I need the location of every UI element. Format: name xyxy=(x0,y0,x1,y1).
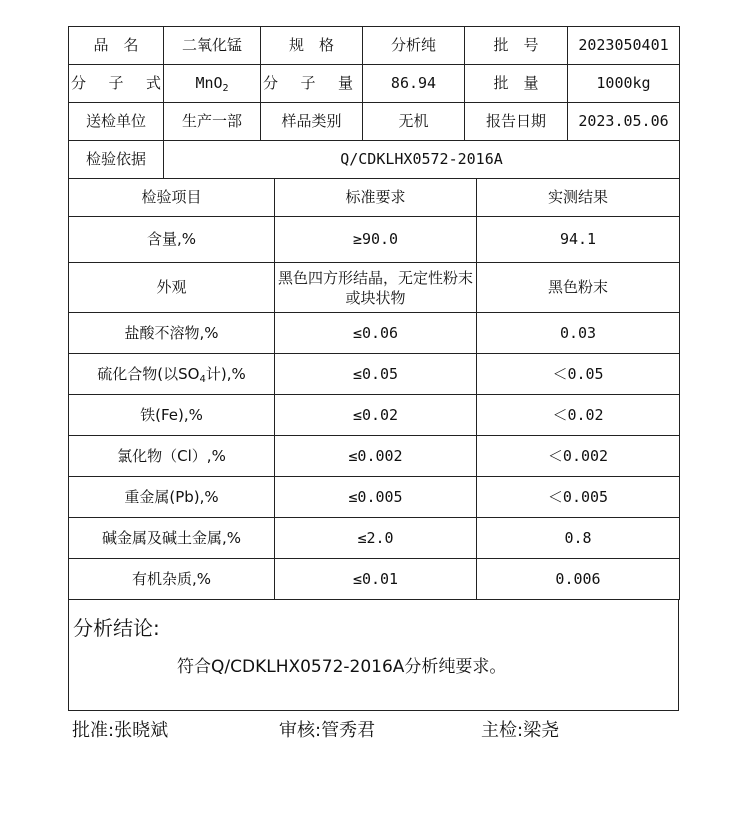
formula-label-text: 分子式 xyxy=(71,74,184,92)
mw-value: 86.94 xyxy=(363,65,465,103)
header-row-1 xyxy=(69,27,680,65)
dept-label: 送检单位 xyxy=(69,103,164,141)
date-label: 报告日期 xyxy=(465,103,568,141)
results-table xyxy=(68,178,680,600)
qty-label: 批 量 xyxy=(465,65,568,103)
mw-label-text: 分子量 xyxy=(263,74,376,92)
result-cell: ＜0.005 xyxy=(477,477,680,518)
conclusion-text: 符合Q/CDKLHX0572-2016A分析纯要求。 xyxy=(177,657,507,677)
table-row xyxy=(69,559,680,600)
inspection-report xyxy=(68,26,679,711)
standard-cell: ≥90.0 xyxy=(275,217,477,263)
item-subscript: 4 xyxy=(199,373,206,385)
item-cell: 重金属(Pb),% xyxy=(69,477,275,518)
col-standard-header: 标准要求 xyxy=(275,179,477,217)
product-value: 二氧化锰 xyxy=(164,27,261,65)
item-text-pre: 硫化合物(以SO xyxy=(97,364,200,383)
result-cell: ＜0.02 xyxy=(477,395,680,436)
table-row xyxy=(69,217,680,263)
standard-cell: ≤2.0 xyxy=(275,518,477,559)
item-cell: 有机杂质,% xyxy=(69,559,275,600)
basis-label: 检验依据 xyxy=(69,141,164,179)
header-row-4 xyxy=(69,141,680,179)
standard-cell: ≤0.01 xyxy=(275,559,477,600)
dept-value: 生产一部 xyxy=(164,103,261,141)
formula-subscript: 2 xyxy=(222,83,229,94)
table-row xyxy=(69,477,680,518)
date-value: 2023.05.06 xyxy=(568,103,680,141)
table-row xyxy=(69,395,680,436)
table-row xyxy=(69,354,680,395)
standard-cell: 黑色四方形结晶，无定性粉末或块状物 xyxy=(275,263,477,313)
standard-cell: ≤0.02 xyxy=(275,395,477,436)
item-cell: 铁(Fe),% xyxy=(69,395,275,436)
col-item-header: 检验项目 xyxy=(69,179,275,217)
basis-value: Q/CDKLHX0572-2016A xyxy=(164,141,680,179)
item-cell: 外观 xyxy=(69,263,275,313)
table-row xyxy=(69,518,680,559)
item-cell xyxy=(69,354,275,395)
spec-label: 规 格 xyxy=(261,27,363,65)
result-cell: 94.1 xyxy=(477,217,680,263)
approver-signature: 批准:张晓斌 xyxy=(72,720,169,741)
item-cell: 盐酸不溶物,% xyxy=(69,313,275,354)
standard-cell: ≤0.06 xyxy=(275,313,477,354)
result-cell: ＜0.05 xyxy=(477,354,680,395)
batch-label: 批 号 xyxy=(465,27,568,65)
standard-cell: ≤0.002 xyxy=(275,436,477,477)
item-cell: 氯化物（Cl）,% xyxy=(69,436,275,477)
col-result-header: 实测结果 xyxy=(477,179,680,217)
table-row xyxy=(69,263,680,313)
table-row xyxy=(69,313,680,354)
formula-base: MnO xyxy=(195,74,223,92)
standard-cell: ≤0.05 xyxy=(275,354,477,395)
type-label: 样品类别 xyxy=(261,103,363,141)
result-cell: ＜0.002 xyxy=(477,436,680,477)
result-cell: 黑色粉末 xyxy=(477,263,680,313)
result-cell: 0.03 xyxy=(477,313,680,354)
table-row xyxy=(69,436,680,477)
standard-cell: ≤0.005 xyxy=(275,477,477,518)
item-cell: 碱金属及碱土金属,% xyxy=(69,518,275,559)
spec-value: 分析纯 xyxy=(363,27,465,65)
results-header-row xyxy=(69,179,680,217)
reviewer-signature: 审核:管秀君 xyxy=(279,720,376,741)
type-value: 无机 xyxy=(363,103,465,141)
header-table xyxy=(68,26,680,179)
result-cell: 0.006 xyxy=(477,559,680,600)
item-text-post: 计),% xyxy=(205,364,246,383)
header-row-3 xyxy=(69,103,680,141)
header-row-2 xyxy=(69,65,680,103)
formula-label xyxy=(69,65,184,103)
result-cell: 0.8 xyxy=(477,518,680,559)
inspector-signature: 主检:梁尧 xyxy=(481,720,560,741)
item-cell: 含量,% xyxy=(69,217,275,263)
conclusion-box xyxy=(68,600,679,711)
conclusion-title: 分析结论: xyxy=(73,616,160,640)
product-label: 品 名 xyxy=(69,27,164,65)
mw-label xyxy=(261,65,376,103)
qty-value: 1000kg xyxy=(568,65,680,103)
batch-value: 2023050401 xyxy=(568,27,680,65)
